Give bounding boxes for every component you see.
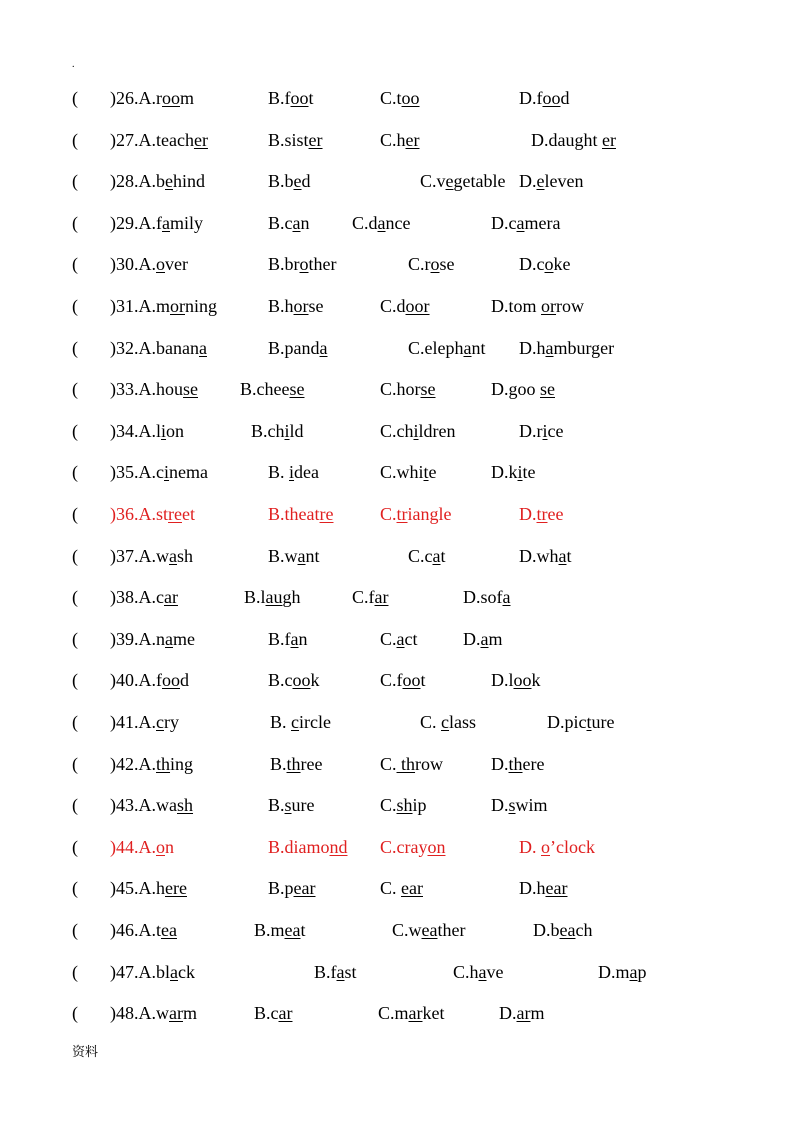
answer-bracket: ( [72, 836, 78, 857]
answer-bracket: ( [72, 379, 78, 400]
answer-bracket: ( [72, 254, 78, 275]
footer-label: 资料 [72, 1045, 99, 1060]
option-b: B.foot [268, 88, 314, 108]
answer-bracket: ( [72, 920, 78, 940]
option-d: D.map [598, 961, 647, 982]
option-b: B. idea [268, 462, 320, 483]
question-number-and-option-a: )36.A.street [110, 504, 195, 524]
option-c: C. throw [380, 753, 444, 774]
question-number-and-option-a: )37.A.wash [110, 545, 194, 566]
answer-bracket: ( [72, 171, 78, 192]
option-d: D. o’clock [519, 836, 595, 857]
question-number-and-option-a: )46.A.tea [110, 920, 177, 940]
option-b: B.brother [268, 254, 337, 275]
option-d: D.coke [519, 254, 571, 275]
question-number-and-option-a: )47.A.black [110, 961, 195, 982]
answer-bracket: ( [72, 795, 78, 816]
question-number-and-option-a: )41.A.cry [110, 712, 179, 732]
question-number-and-option-a: )42.A.thing [110, 753, 194, 774]
answer-bracket: ( [72, 1003, 78, 1024]
option-d: D.am [463, 628, 503, 649]
option-b: B.can [268, 212, 310, 233]
option-c: C.weather [392, 920, 466, 940]
option-d: D.look [491, 670, 541, 691]
option-c: C.cat [408, 545, 446, 566]
question-number-and-option-a: )32.A.banana [110, 337, 207, 358]
option-b: B.want [268, 545, 320, 566]
option-c: C.act [380, 628, 418, 649]
option-c: C.dance [352, 212, 411, 233]
option-d: D.food [519, 88, 570, 108]
answer-bracket: ( [72, 587, 78, 608]
answer-bracket: ( [72, 88, 78, 108]
question-number-and-option-a: )29.A.family [110, 212, 204, 233]
option-c: C.rose [408, 254, 455, 275]
option-d: D.rice [519, 420, 564, 441]
header-dot: . [72, 59, 75, 70]
option-b: B.sure [268, 795, 315, 816]
question-number-and-option-a: )40.A.food [110, 670, 189, 691]
question-number-and-option-a: )31.A.morning [110, 296, 218, 316]
option-c: C.her [380, 129, 420, 150]
option-b: B.bed [268, 171, 311, 192]
option-b: B.child [251, 420, 304, 441]
option-d: D.there [491, 753, 545, 774]
answer-bracket: ( [72, 712, 78, 732]
option-b: B.meat [254, 920, 306, 940]
option-c: C.have [453, 961, 504, 982]
option-b: B.panda [268, 337, 328, 358]
option-b: B.fan [268, 628, 308, 649]
option-d: D.what [519, 545, 572, 566]
option-b: B.horse [268, 296, 324, 316]
option-b: B.pear [268, 878, 316, 899]
question-number-and-option-a: )39.A.name [110, 628, 195, 649]
option-b: B.theatre [268, 504, 334, 524]
question-number-and-option-a: )33.A.house [110, 379, 198, 400]
option-c: C.children [380, 420, 456, 441]
question-number-and-option-a: )48.A.warm [110, 1003, 197, 1024]
answer-bracket: ( [72, 420, 78, 441]
answer-bracket: ( [72, 504, 78, 524]
option-c: C. ear [380, 878, 423, 899]
question-number-and-option-a: )27.A.teacher [110, 129, 208, 150]
question-number-and-option-a: )28.A.behind [110, 171, 206, 192]
option-d: D.kite [491, 462, 536, 483]
answer-bracket: ( [72, 129, 78, 150]
option-b: B.sister [268, 129, 323, 150]
question-number-and-option-a: )35.A.cinema [110, 462, 208, 483]
question-number-and-option-a: )34.A.lion [110, 420, 185, 441]
answer-bracket: ( [72, 961, 78, 982]
question-number-and-option-a: )30.A.over [110, 254, 188, 275]
answer-bracket: ( [72, 337, 78, 358]
option-d: D.daught er [531, 129, 616, 150]
option-b: B.fast [314, 961, 357, 982]
question-number-and-option-a: )43.A.wash [110, 795, 194, 816]
option-c: C.horse [380, 379, 436, 400]
answer-bracket: ( [72, 878, 78, 899]
question-number-and-option-a: )38.A.car [110, 587, 178, 608]
question-number-and-option-a: )45.A.here [110, 878, 187, 899]
answer-bracket: ( [72, 753, 78, 774]
answer-bracket: ( [72, 545, 78, 566]
answer-bracket: ( [72, 296, 78, 316]
option-c: C.elephant [408, 337, 486, 358]
option-d: D.arm [499, 1003, 545, 1024]
option-b: B.cheese [240, 379, 305, 400]
option-c: C.foot [380, 670, 426, 691]
option-c: C.door [380, 296, 430, 316]
option-c: C. class [420, 712, 477, 732]
option-b: B.laugh [244, 587, 301, 608]
option-b: B.cook [268, 670, 320, 691]
option-d: D.tom orrow [491, 296, 585, 316]
option-c: C.white [380, 462, 437, 483]
option-b: B.three [270, 753, 323, 774]
answer-bracket: ( [72, 670, 78, 691]
option-d: D.hear [519, 878, 568, 899]
option-c: C.far [352, 587, 389, 608]
option-d: D.sofa [463, 587, 511, 608]
question-number-and-option-a: )44.A.on [110, 836, 174, 857]
option-b: B.diamond [268, 836, 348, 857]
answer-bracket: ( [72, 212, 78, 233]
answer-bracket: ( [72, 462, 78, 483]
option-c: C.too [380, 88, 420, 108]
option-d: D.beach [533, 920, 593, 940]
option-b: B. circle [270, 712, 331, 732]
option-c: C.crayon [380, 836, 446, 857]
option-d: D.hamburger [519, 337, 615, 358]
option-d: D.eleven [519, 171, 584, 192]
option-d: D.camera [491, 212, 561, 233]
option-d: D.picture [547, 712, 615, 732]
option-d: D.swim [491, 795, 548, 816]
option-d: D.goo se [491, 379, 555, 400]
option-c: C.market [378, 1003, 445, 1024]
question-number-and-option-a: )26.A.room [110, 88, 195, 108]
option-c: C.ship [380, 795, 427, 816]
option-b: B.car [254, 1003, 293, 1024]
option-d: D.tree [519, 504, 564, 524]
option-c: C.vegetable [420, 171, 506, 192]
answer-bracket: ( [72, 628, 78, 649]
option-c: C.triangle [380, 504, 452, 524]
